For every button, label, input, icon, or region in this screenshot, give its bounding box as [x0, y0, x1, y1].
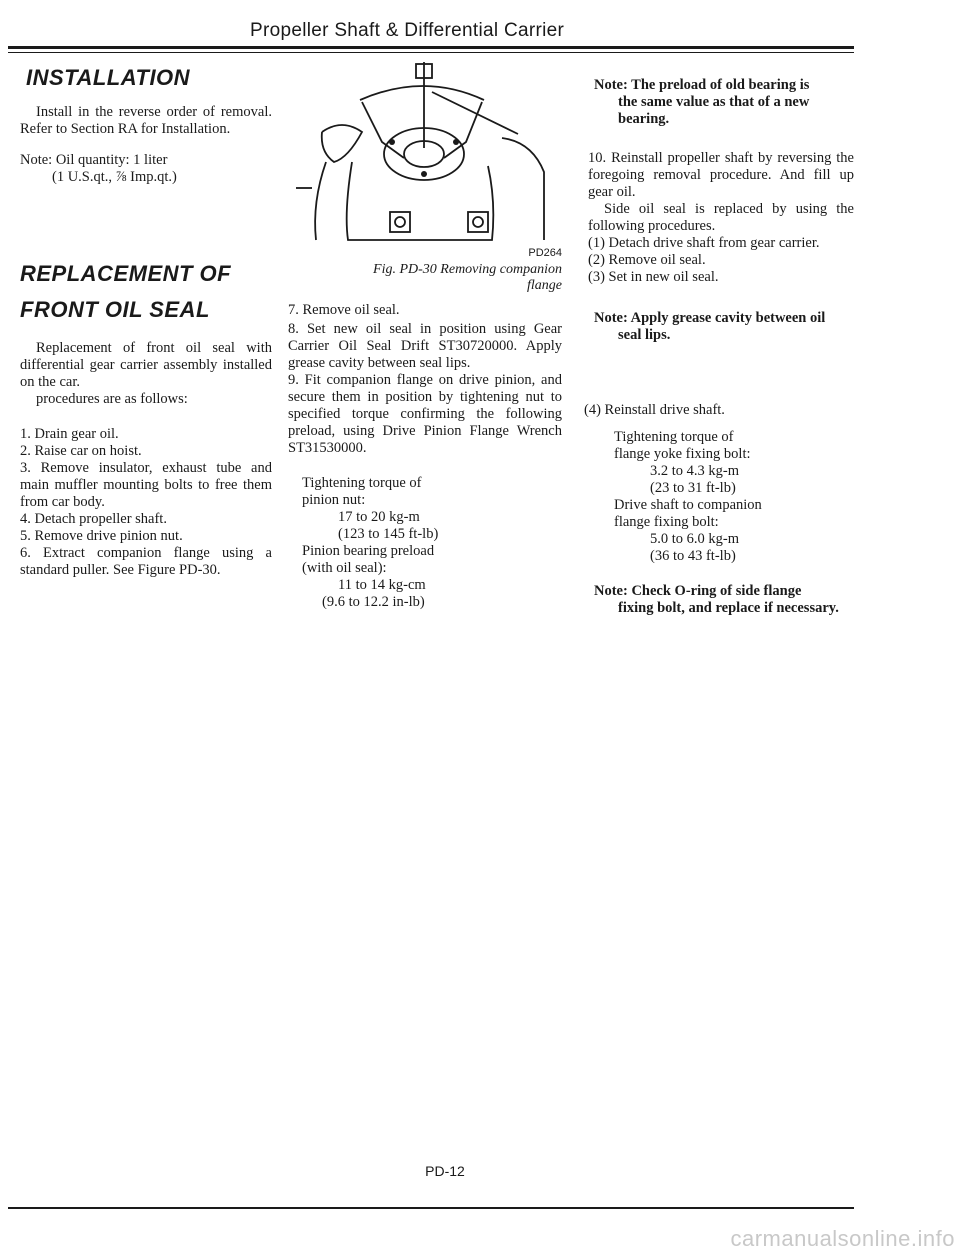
step-2: 2. Raise car on hoist. [20, 443, 142, 459]
step-3: 3. Remove insulator, exhaust tube and main muffler mounting bolts to free them from car body. [20, 460, 272, 510]
header-rule-thin [8, 52, 854, 53]
torque-line: Tightening torque of [614, 429, 734, 445]
step-list [20, 426, 272, 579]
bolt-head-1 [389, 139, 395, 145]
spec-line: Pinion bearing preload [302, 543, 435, 559]
spec-value: (9.6 to 12.2 in-lb) [322, 594, 425, 610]
substep-3: (3) Set in new oil seal. [588, 269, 719, 285]
oil-quantity-note-units: (1 U.S.qt., ⅞ Imp.qt.) [52, 169, 177, 185]
step-6: 6. Extract companion flange using a standard puller. See Figure PD-30. [20, 545, 272, 578]
carrier-housing [347, 162, 494, 240]
spec-line: Tightening torque of [302, 475, 422, 491]
site-watermark: carmanualsonline.info [730, 1226, 955, 1251]
torque-value: (23 to 31 ft-lb) [650, 480, 736, 496]
header-rule [8, 46, 854, 49]
side-oil-seal-text: Side oil seal is replaced by using the following procedures. [588, 201, 854, 234]
bearing-preload-note-cont: the same value as that of a new bearing. [618, 94, 810, 127]
lug-hole-left [395, 217, 405, 227]
substep-2: (2) Remove oil seal. [588, 252, 706, 268]
grease-note: Note: Apply grease cavity between oil [594, 310, 826, 326]
spec-value: 17 to 20 kg-m [338, 509, 420, 525]
figure-caption: Fig. PD-30 Removing companion [373, 262, 562, 277]
torque-value: 5.0 to 6.0 kg-m [650, 531, 740, 547]
page-header-title: Propeller Shaft & Differential Carrier [250, 20, 565, 41]
grease-note-cont: seal lips. [618, 327, 671, 343]
footer-rule [8, 1207, 854, 1209]
spec-line: pinion nut: [302, 492, 366, 508]
lug-hole-right [473, 217, 483, 227]
installation-heading: INSTALLATION [26, 65, 191, 90]
replacement-text: Replacement of front oil seal with differential gear carrier assembly installed on the car. [20, 340, 272, 390]
spec-line: (with oil seal): [302, 560, 387, 576]
step-4: 4. Detach propeller shaft. [20, 511, 167, 527]
page-number: PD-12 [425, 1163, 465, 1179]
puller-crossbar [360, 86, 484, 100]
step-10: 10. Reinstall propeller shaft by reversing the foregoing removal procedure. And fill up gear oil. [588, 150, 854, 200]
step-5: 5. Remove drive pinion nut. [20, 528, 183, 544]
oil-quantity-note: Note: Oil quantity: 1 liter [20, 152, 168, 168]
figure-code: PD264 [528, 247, 562, 259]
replacement-heading-line2: FRONT OIL SEAL [20, 297, 210, 322]
handle-bar [432, 92, 518, 134]
hand-right [502, 138, 544, 240]
installation-text: Install in the reverse order of removal. Refer to Section RA for Installation. [20, 104, 272, 137]
spec-value: (123 to 145 ft-lb) [338, 526, 439, 542]
o-ring-note: Note: Check O-ring of side flange [594, 583, 802, 599]
step-1: 1. Drain gear oil. [20, 426, 119, 442]
companion-flange-puller-illustration [282, 62, 562, 244]
torque-line: flange fixing bolt: [614, 514, 719, 530]
torque-line: flange yoke fixing bolt: [614, 446, 751, 462]
right-column [582, 77, 854, 617]
mounting-lug-right [468, 212, 488, 232]
step-9: 9. Fit companion flange on drive pinion, and secure them in position by tightening nut to specified torque confirming the following preload, using Drive Pinion Flange Wrench ST31530000. [288, 372, 562, 456]
step-7: 7. Remove oil seal. [288, 302, 400, 318]
o-ring-note-cont: fixing bolt, and replace if necessary. [618, 600, 839, 616]
bolt-head-2 [453, 139, 459, 145]
left-column [20, 60, 272, 579]
substep-1: (1) Detach drive shaft from gear carrier. [588, 235, 820, 251]
hand-left [322, 125, 362, 162]
figure-caption-cont: flange [527, 278, 562, 293]
torque-value: 3.2 to 4.3 kg-m [650, 463, 740, 479]
torque-value: (36 to 43 ft-lb) [650, 548, 736, 564]
replacement-heading-line1: REPLACEMENT OF [20, 261, 232, 286]
substep-4: (4) Reinstall drive shaft. [584, 402, 725, 418]
puller-arm-left [362, 102, 404, 158]
spec-value: 11 to 14 kg-cm [338, 577, 426, 593]
step-8: 8. Set new oil seal in position using Gear Carrier Oil Seal Drift ST30720000. Apply grease cavity between seal lips. [288, 321, 562, 371]
pinion-spec-block [282, 475, 562, 611]
torque-line: Drive shaft to companion [614, 497, 762, 513]
hand-left-arm [315, 162, 326, 240]
bolt-head-3 [421, 171, 427, 177]
mounting-lug-left [390, 212, 410, 232]
middle-column [282, 62, 562, 611]
bearing-preload-note: Note: The preload of old bearing is [594, 77, 810, 93]
drive-shaft-torque-spec [582, 429, 854, 565]
procedures-text: procedures are as follows: [36, 391, 188, 407]
